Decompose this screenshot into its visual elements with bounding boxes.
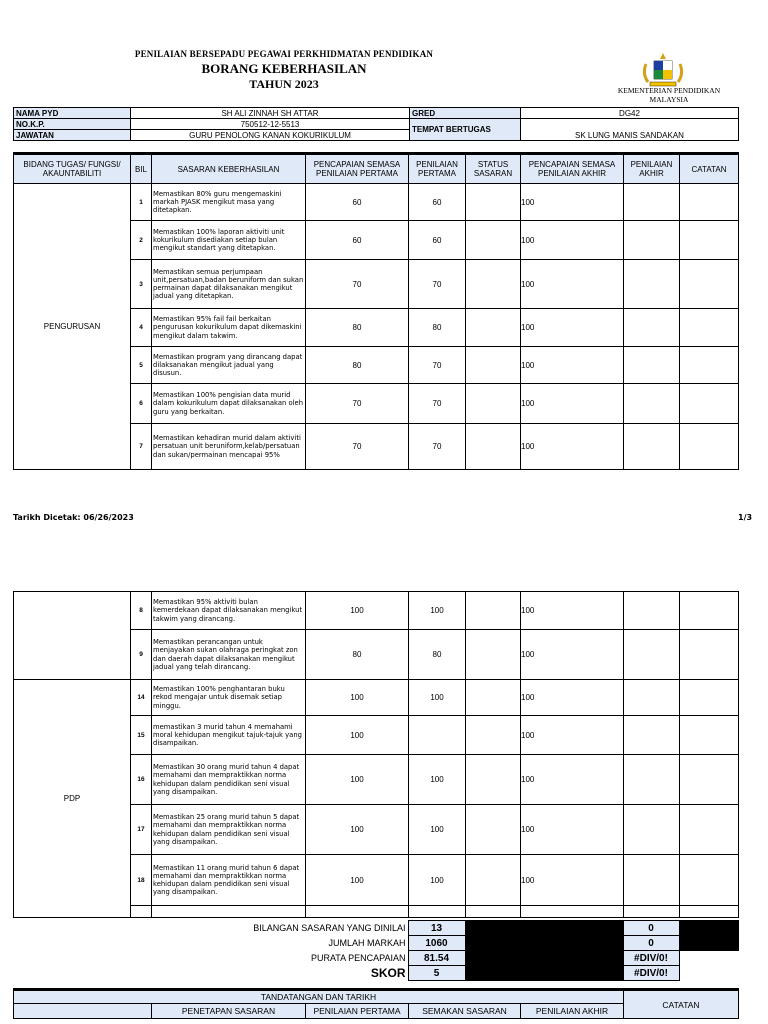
- penilaian-akhir-cell: [624, 184, 680, 221]
- table-row: [14, 592, 739, 630]
- pyd-info-table: [13, 107, 739, 141]
- penilaian-pertama-cell: 70: [409, 260, 466, 309]
- status-cell: [466, 592, 521, 630]
- bil-cell: 9: [131, 630, 152, 680]
- page-number: 1/3: [738, 513, 753, 522]
- status-cell: [466, 424, 521, 470]
- pencapaian-akhir-cell: 100: [521, 221, 624, 260]
- penilaian-pertama-cell: 80: [409, 309, 466, 347]
- nokp-value: 750512-12-5513: [131, 119, 410, 130]
- jumlah-value: 1060: [408, 936, 465, 951]
- penilaian-pertama-cell: 60: [409, 184, 466, 221]
- col-penilaian-akhir: PENILAIAN AKHIR: [624, 154, 680, 184]
- status-cell: [466, 309, 521, 347]
- penilaian-pertama-cell: 100: [409, 805, 466, 855]
- blank-cell: [465, 966, 623, 981]
- coat-of-arms-icon: [638, 52, 688, 88]
- sig-penetapan: PENETAPAN SASARAN: [152, 1004, 306, 1019]
- bil-cell: 6: [131, 384, 152, 424]
- pencapaian-pertama-cell: 100: [306, 805, 409, 855]
- sasaran-cell: Memastikan 11 orang murid tahun 6 dapat memahami dan mempraktikkan norma kehidupan dalam pendidikan seni visual yang disampaikan.: [152, 855, 306, 906]
- catatan-cell: [680, 347, 739, 384]
- pencapaian-akhir-cell: 100: [521, 592, 624, 630]
- sig-penilaian-akhir: PENILAIAN AKHIR: [521, 1004, 624, 1019]
- sasaran-cell: Memastikan 100% penghantaran buku rekod mengajar untuk disemak setiap minggu.: [152, 680, 306, 716]
- blank-cell: [679, 966, 738, 981]
- jawatan-label: JAWATAN: [14, 130, 131, 141]
- penilaian-pertama-cell: 60: [409, 221, 466, 260]
- nama-value: SH ALI ZINNAH SH ATTAR: [131, 108, 410, 119]
- status-cell: [466, 384, 521, 424]
- purata-label: PURATA PENCAPAIAN: [310, 953, 406, 963]
- pencapaian-pertama-cell: 60: [306, 221, 409, 260]
- status-cell: [466, 347, 521, 384]
- bilangan-akhir-value: 0: [623, 921, 679, 936]
- skor-value: 5: [408, 966, 465, 981]
- bil-cell: 4: [131, 309, 152, 347]
- penilaian-akhir-cell: [624, 309, 680, 347]
- catatan-cell: [680, 384, 739, 424]
- bidang-cell: PENGURUSAN: [14, 184, 131, 470]
- status-cell: [466, 221, 521, 260]
- nama-label: NAMA PYD: [14, 108, 131, 119]
- col-sasaran: SASARAN KEBERHASILAN: [152, 154, 306, 184]
- pencapaian-pertama-cell: 80: [306, 630, 409, 680]
- blank-cell: [679, 951, 738, 966]
- catatan-cell: [680, 855, 739, 906]
- status-cell: [466, 630, 521, 680]
- blank-cell: [679, 936, 738, 951]
- signature-title: TANDATANGAN DAN TARIKH: [14, 990, 624, 1004]
- purata-value: 81.54: [408, 951, 465, 966]
- pencapaian-akhir-cell: 100: [521, 716, 624, 755]
- pencapaian-akhir-cell: 100: [521, 184, 624, 221]
- table-row: [14, 680, 739, 716]
- form-header-line1: PENILAIAN BERSEPADU PEGAWAI PERKHIDMATAN PENDIDIKAN: [134, 49, 434, 59]
- pencapaian-akhir-cell: 100: [521, 630, 624, 680]
- col-pencapaian-akhir: PENCAPAIAN SEMASA PENILAIAN AKHIR: [521, 154, 624, 184]
- col-pencapaian-pertama: PENCAPAIAN SEMASA PENILAIAN PERTAMA: [306, 154, 409, 184]
- sasaran-cell: Memastikan perancangan untuk menjayakan sukan olahraga peringkat zon dan daerah dapat dilaksanakan mengikut jadual yang telah dirancang.: [152, 630, 306, 680]
- sig-penilaian-pertama: PENILAIAN PERTAMA: [306, 1004, 409, 1019]
- bil-cell: 14: [131, 680, 152, 716]
- jumlah-akhir-value: 0: [623, 936, 679, 951]
- gred-value: DG42: [521, 108, 739, 119]
- bil-cell: 8: [131, 592, 152, 630]
- bil-cell: 15: [131, 716, 152, 755]
- table-row: [14, 184, 739, 221]
- blank-cell: [679, 921, 738, 936]
- penilaian-pertama-cell: 80: [409, 630, 466, 680]
- signature-catatan: CATATAN: [624, 990, 739, 1019]
- pencapaian-pertama-cell: 80: [306, 309, 409, 347]
- ministry-name: [606, 86, 732, 104]
- pencapaian-pertama-cell: 70: [306, 260, 409, 309]
- penilaian-akhir-cell: [624, 630, 680, 680]
- bidang-cell: PDP: [14, 680, 131, 918]
- empty-cell: [306, 906, 409, 918]
- ministry-line2: MALAYSIA: [649, 95, 689, 104]
- empty-cell: [521, 906, 624, 918]
- penilaian-pertama-cell: [409, 716, 466, 755]
- col-catatan: CATATAN: [680, 154, 739, 184]
- bil-cell: 1: [131, 184, 152, 221]
- penilaian-pertama-cell: 100: [409, 755, 466, 805]
- pencapaian-akhir-cell: 100: [521, 755, 624, 805]
- empty-cell: [466, 906, 521, 918]
- penilaian-pertama-cell: 100: [409, 855, 466, 906]
- tempat-label: TEMPAT BERTUGAS: [410, 119, 521, 141]
- jawatan-value: GURU PENOLONG KANAN KOKURIKULUM: [131, 130, 410, 141]
- status-cell: [466, 260, 521, 309]
- pencapaian-pertama-cell: 70: [306, 384, 409, 424]
- penilaian-akhir-cell: [624, 755, 680, 805]
- col-bidang: BIDANG TUGAS/ FUNGSI/ AKAUNTABILITI: [14, 154, 131, 184]
- penilaian-akhir-cell: [624, 347, 680, 384]
- penilaian-akhir-cell: [624, 680, 680, 716]
- catatan-cell: [680, 630, 739, 680]
- penilaian-akhir-cell: [624, 424, 680, 470]
- penilaian-pertama-cell: 70: [409, 347, 466, 384]
- bilangan-value: 13: [408, 921, 465, 936]
- penilaian-akhir-cell: [624, 221, 680, 260]
- pencapaian-akhir-cell: 100: [521, 680, 624, 716]
- catatan-cell: [680, 221, 739, 260]
- blank-cell: [465, 936, 623, 951]
- form-title: BORANG KEBERHASILAN: [201, 61, 367, 76]
- penilaian-akhir-cell: [624, 716, 680, 755]
- catatan-cell: [680, 755, 739, 805]
- catatan-cell: [680, 309, 739, 347]
- sasaran-cell: Memastikan 95% aktiviti bulan kemerdekaan dapat dilaksanakan mengikut takwim yang dirancang.: [152, 592, 306, 630]
- status-cell: [466, 680, 521, 716]
- catatan-cell: [680, 592, 739, 630]
- status-cell: [466, 855, 521, 906]
- pencapaian-akhir-cell: 100: [521, 805, 624, 855]
- blank-cell: [465, 921, 623, 936]
- catatan-cell: [680, 805, 739, 855]
- bilangan-label: BILANGAN SASARAN YANG DINILAI: [253, 923, 406, 933]
- pencapaian-pertama-cell: 60: [306, 184, 409, 221]
- bil-cell: 17: [131, 805, 152, 855]
- empty-cell: [152, 906, 306, 918]
- skor-label: SKOR: [370, 966, 406, 980]
- pencapaian-pertama-cell: 100: [306, 716, 409, 755]
- penilaian-akhir-cell: [624, 592, 680, 630]
- signature-table: [13, 988, 739, 1019]
- skor-akhir-value: #DIV/0!: [623, 966, 679, 981]
- sasaran-cell: Memastikan kehadiran murid dalam aktiviti persatuan unit beruniform,kelab/persatuan dan sukan/permainan mencapai 95%: [152, 424, 306, 470]
- pencapaian-akhir-cell: 100: [521, 855, 624, 906]
- catatan-cell: [680, 424, 739, 470]
- jumlah-label: JUMLAH MARKAH: [328, 938, 406, 948]
- penilaian-pertama-cell: 70: [409, 424, 466, 470]
- catatan-cell: [680, 260, 739, 309]
- purata-akhir-value: #DIV/0!: [623, 951, 679, 966]
- blank-cell: [14, 1004, 152, 1019]
- sasaran-cell: Memastikan semua perjumpaan unit,persatuan,badan beruniform dan sukan permainan dapat dilaksanakan mengikut jadual yang ditetapkan.: [152, 260, 306, 309]
- sasaran-cell: memastikan 3 murid tahun 4 memahami moral kehidupan mengikut tajuk-tajuk yang disampaikan.: [152, 716, 306, 755]
- penilaian-pertama-cell: 100: [409, 592, 466, 630]
- pencapaian-akhir-cell: 100: [521, 347, 624, 384]
- catatan-cell: [680, 716, 739, 755]
- bil-cell: 2: [131, 221, 152, 260]
- sasaran-cell: Memastikan 25 orang murid tahun 5 dapat memahami dan mempraktikkan norma kehidupan dalam pendidikan seni visual yang disampaikan.: [152, 805, 306, 855]
- pencapaian-akhir-cell: 100: [521, 260, 624, 309]
- keberhasilan-table-page2: [13, 591, 739, 918]
- ministry-line1: KEMENTERIAN PENDIDIKAN: [617, 86, 721, 95]
- summary-table: [13, 920, 739, 981]
- sasaran-cell: Memastikan program yang dirancang dapat dilaksanakan mengikut jadual yang disusun.: [152, 347, 306, 384]
- bil-cell: 16: [131, 755, 152, 805]
- sasaran-cell: Memastikan 95% fail fail berkaitan pengurusan kokurikulum dapat dikemaskini mengikut dalam takwim.: [152, 309, 306, 347]
- pencapaian-pertama-cell: 100: [306, 680, 409, 716]
- bil-cell: 18: [131, 855, 152, 906]
- status-cell: [466, 184, 521, 221]
- penilaian-pertama-cell: 100: [409, 680, 466, 716]
- penilaian-akhir-cell: [624, 805, 680, 855]
- bidang-cell: [14, 592, 131, 680]
- gred-label: GRED: [410, 108, 521, 119]
- pencapaian-akhir-cell: 100: [521, 309, 624, 347]
- tempat-value: SK LUNG MANIS SANDAKAN: [521, 119, 739, 141]
- empty-cell: [131, 906, 152, 918]
- bil-cell: 7: [131, 424, 152, 470]
- form-year: TAHUN 2023: [249, 77, 319, 91]
- col-penilaian-pertama: PENILAIAN PERTAMA: [409, 154, 466, 184]
- pencapaian-pertama-cell: 100: [306, 755, 409, 805]
- penilaian-akhir-cell: [624, 855, 680, 906]
- penilaian-akhir-cell: [624, 260, 680, 309]
- blank-cell: [465, 951, 623, 966]
- empty-cell: [624, 906, 680, 918]
- pencapaian-pertama-cell: 100: [306, 855, 409, 906]
- penilaian-akhir-cell: [624, 384, 680, 424]
- sasaran-cell: Memastikan 100% pengisian data murid dalam kokurikulum dapat dilaksanakan oleh guru yang berkaitan.: [152, 384, 306, 424]
- pencapaian-akhir-cell: 100: [521, 424, 624, 470]
- sasaran-cell: Memastikan 30 orang murid tahun 4 dapat memahami dan mempraktikkan norma kehidupan dalam pendidikan seni visual yang disampaikan.: [152, 755, 306, 805]
- nokp-label: NO.K.P.: [14, 119, 131, 130]
- col-bil: BIL: [131, 154, 152, 184]
- catatan-cell: [680, 184, 739, 221]
- bil-cell: 5: [131, 347, 152, 384]
- empty-cell: [409, 906, 466, 918]
- status-cell: [466, 716, 521, 755]
- sasaran-cell: Memastikan 100% laporan aktiviti unit kokurikulum disediakan setiap bulan mengikut standart yang ditetapkan.: [152, 221, 306, 260]
- sig-semakan: SEMAKAN SASARAN: [409, 1004, 521, 1019]
- pencapaian-pertama-cell: 80: [306, 347, 409, 384]
- status-cell: [466, 805, 521, 855]
- catatan-cell: [680, 680, 739, 716]
- pencapaian-pertama-cell: 100: [306, 592, 409, 630]
- pencapaian-pertama-cell: 70: [306, 424, 409, 470]
- col-status: STATUS SASARAN: [466, 154, 521, 184]
- sasaran-cell: Memastikan 80% guru mengemaskini markah PJASK mengikut masa yang ditetapkan.: [152, 184, 306, 221]
- pencapaian-akhir-cell: 100: [521, 384, 624, 424]
- status-cell: [466, 755, 521, 805]
- bil-cell: 3: [131, 260, 152, 309]
- keberhasilan-table-page1: [13, 152, 739, 470]
- empty-cell: [680, 906, 739, 918]
- print-date: Tarikh Dicetak: 06/26/2023: [13, 513, 134, 522]
- penilaian-pertama-cell: 70: [409, 384, 466, 424]
